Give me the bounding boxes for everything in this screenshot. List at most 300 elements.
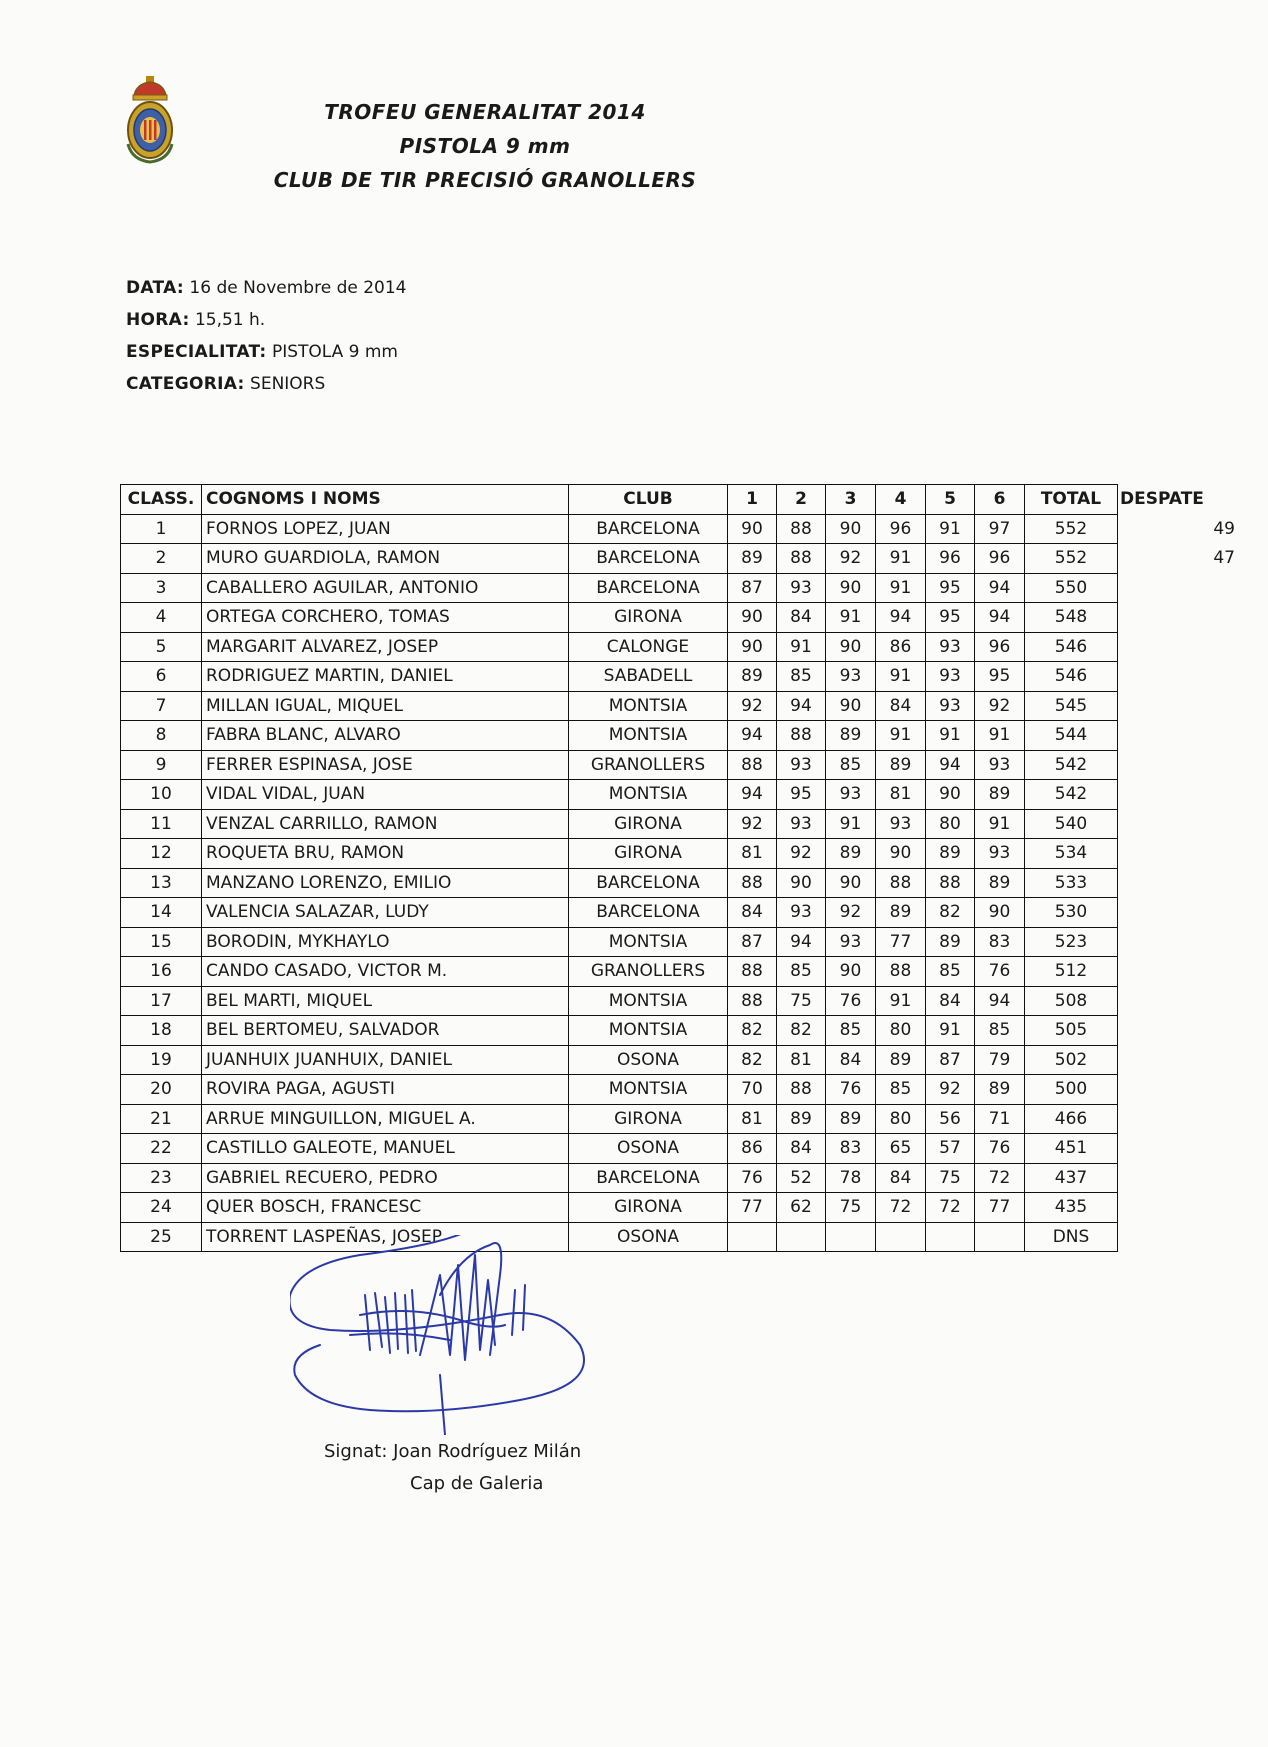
cell-series-2: 85 <box>777 957 826 987</box>
cell-position: 18 <box>121 1016 202 1046</box>
cell-name: BEL BERTOMEU, SALVADOR <box>202 1016 569 1046</box>
cell-name: TORRENT LASPEÑAS, JOSEP <box>202 1222 569 1252</box>
cell-series-6: 96 <box>975 632 1025 662</box>
cell-total: 533 <box>1025 868 1118 898</box>
cell-series-2: 91 <box>777 632 826 662</box>
header-row <box>121 485 1236 515</box>
header-series-5: 5 <box>926 485 975 515</box>
cell-series-4: 89 <box>876 1045 926 1075</box>
header-series-1: 1 <box>728 485 777 515</box>
cell-series-4 <box>876 1222 926 1252</box>
cell-total: 544 <box>1025 721 1118 751</box>
cell-series-2: 75 <box>777 986 826 1016</box>
cell-series-4: 91 <box>876 986 926 1016</box>
cell-series-3: 89 <box>826 839 876 869</box>
cell-series-1: 88 <box>728 957 777 987</box>
cell-despate <box>1118 603 1236 633</box>
cell-series-5: 87 <box>926 1045 975 1075</box>
cell-total: 500 <box>1025 1075 1118 1105</box>
table-row <box>121 632 1236 662</box>
cell-series-1: 92 <box>728 691 777 721</box>
header-club: CLUB <box>569 485 728 515</box>
cell-series-3: 90 <box>826 514 876 544</box>
meta-specialty-label: ESPECIALITAT: <box>126 342 267 362</box>
cell-total: 512 <box>1025 957 1118 987</box>
meta-time <box>126 304 406 336</box>
cell-series-4: 91 <box>876 573 926 603</box>
cell-series-2: 93 <box>777 750 826 780</box>
cell-series-6: 91 <box>975 809 1025 839</box>
cell-series-4: 80 <box>876 1104 926 1134</box>
cell-despate <box>1118 986 1236 1016</box>
cell-name: VALENCIA SALAZAR, LUDY <box>202 898 569 928</box>
cell-series-5: 92 <box>926 1075 975 1105</box>
cell-name: CABALLERO AGUILAR, ANTONIO <box>202 573 569 603</box>
cell-position: 13 <box>121 868 202 898</box>
cell-series-6: 89 <box>975 868 1025 898</box>
cell-series-3: 85 <box>826 750 876 780</box>
cell-club: BARCELONA <box>569 1163 728 1193</box>
cell-club: MONTSIA <box>569 1075 728 1105</box>
cell-series-2: 94 <box>777 691 826 721</box>
table-row <box>121 839 1236 869</box>
cell-series-6: 79 <box>975 1045 1025 1075</box>
cell-position: 23 <box>121 1163 202 1193</box>
cell-despate: 47 <box>1213 548 1235 569</box>
cell-club: MONTSIA <box>569 927 728 957</box>
cell-club: OSONA <box>569 1222 728 1252</box>
cell-series-6: 72 <box>975 1163 1025 1193</box>
cell-series-6: 93 <box>975 750 1025 780</box>
cell-series-5: 93 <box>926 632 975 662</box>
cell-position: 6 <box>121 662 202 692</box>
cell-series-3: 91 <box>826 603 876 633</box>
cell-series-3: 90 <box>826 632 876 662</box>
cell-position: 4 <box>121 603 202 633</box>
cell-series-5: 75 <box>926 1163 975 1193</box>
table-row <box>121 868 1236 898</box>
cell-series-5: 82 <box>926 898 975 928</box>
cell-series-6: 94 <box>975 986 1025 1016</box>
cell-series-1: 90 <box>728 632 777 662</box>
cell-despate <box>1118 1163 1236 1193</box>
cell-series-6: 85 <box>975 1016 1025 1046</box>
table-row <box>121 662 1236 692</box>
cell-despate <box>1118 809 1236 839</box>
cell-total: 523 <box>1025 927 1118 957</box>
cell-series-4: 91 <box>876 544 926 574</box>
cell-series-3: 83 <box>826 1134 876 1164</box>
cell-position: 19 <box>121 1045 202 1075</box>
cell-despate <box>1118 868 1236 898</box>
cell-club: GIRONA <box>569 1193 728 1223</box>
cell-series-5: 72 <box>926 1193 975 1223</box>
cell-position: 20 <box>121 1075 202 1105</box>
cell-despate <box>1118 721 1236 751</box>
cell-series-5: 88 <box>926 868 975 898</box>
cell-series-1: 88 <box>728 868 777 898</box>
table-row <box>121 809 1236 839</box>
header-total: TOTAL <box>1025 485 1118 515</box>
table-row <box>121 927 1236 957</box>
cell-series-4: 65 <box>876 1134 926 1164</box>
cell-series-6: 94 <box>975 603 1025 633</box>
cell-total: 546 <box>1025 662 1118 692</box>
cell-series-5: 96 <box>926 544 975 574</box>
cell-series-1: 86 <box>728 1134 777 1164</box>
cell-series-5 <box>926 1222 975 1252</box>
header-series-3: 3 <box>826 485 876 515</box>
cell-club: CALONGE <box>569 632 728 662</box>
event-details <box>126 272 406 400</box>
cell-series-2: 95 <box>777 780 826 810</box>
cell-series-1: 88 <box>728 750 777 780</box>
cell-series-3: 90 <box>826 868 876 898</box>
cell-series-2: 92 <box>777 839 826 869</box>
cell-position: 9 <box>121 750 202 780</box>
meta-specialty-value: PISTOLA 9 mm <box>271 342 398 362</box>
cell-series-2: 93 <box>777 573 826 603</box>
cell-series-3: 92 <box>826 544 876 574</box>
cell-series-5: 57 <box>926 1134 975 1164</box>
cell-series-6: 97 <box>975 514 1025 544</box>
cell-series-4: 89 <box>876 750 926 780</box>
cell-name: FERRER ESPINASA, JOSE <box>202 750 569 780</box>
cell-series-1 <box>728 1222 777 1252</box>
cell-name: FORNOS LOPEZ, JUAN <box>202 514 569 544</box>
cell-series-4: 84 <box>876 1163 926 1193</box>
signed-by: Signat: Joan Rodríguez Milán <box>324 1441 582 1462</box>
cell-total: 552 <box>1025 544 1118 574</box>
cell-series-5: 95 <box>926 603 975 633</box>
results-table <box>120 484 1236 1252</box>
meta-date-label: DATA: <box>126 278 184 298</box>
cell-name: BEL MARTI, MIQUEL <box>202 986 569 1016</box>
cell-club: GIRONA <box>569 809 728 839</box>
cell-despate <box>1118 662 1236 692</box>
table-row <box>121 1222 1236 1252</box>
meta-date <box>126 272 406 304</box>
cell-despate <box>1118 1016 1236 1046</box>
results-body <box>121 514 1236 1252</box>
cell-series-4: 94 <box>876 603 926 633</box>
cell-despate <box>1118 691 1236 721</box>
cell-series-3: 91 <box>826 809 876 839</box>
cell-name: ARRUE MINGUILLON, MIGUEL A. <box>202 1104 569 1134</box>
cell-club: MONTSIA <box>569 986 728 1016</box>
cell-series-2: 89 <box>777 1104 826 1134</box>
cell-name: ROVIRA PAGA, AGUSTI <box>202 1075 569 1105</box>
cell-club: MONTSIA <box>569 721 728 751</box>
cell-club: BARCELONA <box>569 868 728 898</box>
cell-series-5: 95 <box>926 573 975 603</box>
table-row <box>121 603 1236 633</box>
table-row <box>121 1075 1236 1105</box>
cell-total: 545 <box>1025 691 1118 721</box>
table-row <box>121 1045 1236 1075</box>
cell-series-4: 77 <box>876 927 926 957</box>
cell-despate <box>1118 780 1236 810</box>
signer-role: Cap de Galeria <box>410 1473 544 1494</box>
cell-club: BARCELONA <box>569 573 728 603</box>
document-title <box>240 95 730 197</box>
cell-series-1: 90 <box>728 514 777 544</box>
cell-despate <box>1118 750 1236 780</box>
cell-total: 540 <box>1025 809 1118 839</box>
cell-club: MONTSIA <box>569 1016 728 1046</box>
cell-series-4: 80 <box>876 1016 926 1046</box>
cell-series-1: 81 <box>728 839 777 869</box>
cell-club: GRANOLLERS <box>569 750 728 780</box>
cell-despate <box>1118 632 1236 662</box>
cell-series-1: 84 <box>728 898 777 928</box>
meta-category-label: CATEGORIA: <box>126 374 245 394</box>
cell-series-4: 90 <box>876 839 926 869</box>
cell-series-3: 89 <box>826 721 876 751</box>
cell-club: GIRONA <box>569 603 728 633</box>
cell-series-6: 91 <box>975 721 1025 751</box>
table-row <box>121 544 1236 574</box>
cell-series-4: 81 <box>876 780 926 810</box>
cell-series-3: 76 <box>826 986 876 1016</box>
cell-position: 2 <box>121 544 202 574</box>
cell-series-1: 90 <box>728 603 777 633</box>
cell-series-1: 82 <box>728 1045 777 1075</box>
cell-series-1: 89 <box>728 662 777 692</box>
cell-series-3: 84 <box>826 1045 876 1075</box>
cell-series-6: 92 <box>975 691 1025 721</box>
cell-series-1: 81 <box>728 1104 777 1134</box>
cell-series-2: 88 <box>777 544 826 574</box>
cell-series-6: 93 <box>975 839 1025 869</box>
cell-series-3: 76 <box>826 1075 876 1105</box>
cell-name: CANDO CASADO, VICTOR M. <box>202 957 569 987</box>
cell-position: 16 <box>121 957 202 987</box>
cell-club: MONTSIA <box>569 691 728 721</box>
cell-position: 7 <box>121 691 202 721</box>
cell-series-6: 94 <box>975 573 1025 603</box>
signature-block <box>300 1436 620 1500</box>
table-row <box>121 957 1236 987</box>
cell-name: VIDAL VIDAL, JUAN <box>202 780 569 810</box>
cell-name: CASTILLO GALEOTE, MANUEL <box>202 1134 569 1164</box>
cell-club: GRANOLLERS <box>569 957 728 987</box>
cell-series-1: 94 <box>728 721 777 751</box>
table-row <box>121 1016 1236 1046</box>
cell-name: BORODIN, MYKHAYLO <box>202 927 569 957</box>
cell-series-2: 94 <box>777 927 826 957</box>
table-row <box>121 750 1236 780</box>
table-row <box>121 721 1236 751</box>
cell-series-2: 82 <box>777 1016 826 1046</box>
cell-club: SABADELL <box>569 662 728 692</box>
cell-despate <box>1118 927 1236 957</box>
header-series-4: 4 <box>876 485 926 515</box>
cell-series-4: 93 <box>876 809 926 839</box>
cell-despate <box>1118 1222 1236 1252</box>
cell-name: GABRIEL RECUERO, PEDRO <box>202 1163 569 1193</box>
cell-name: ORTEGA CORCHERO, TOMAS <box>202 603 569 633</box>
handwritten-signature <box>290 1235 610 1435</box>
cell-series-3: 89 <box>826 1104 876 1134</box>
cell-series-1: 87 <box>728 927 777 957</box>
cell-name: VENZAL CARRILLO, RAMON <box>202 809 569 839</box>
cell-series-4: 89 <box>876 898 926 928</box>
cell-series-2: 90 <box>777 868 826 898</box>
meta-category <box>126 368 406 400</box>
cell-series-2: 84 <box>777 1134 826 1164</box>
cell-name: FABRA BLANC, ALVARO <box>202 721 569 751</box>
meta-time-label: HORA: <box>126 310 190 330</box>
cell-position: 12 <box>121 839 202 869</box>
cell-club: BARCELONA <box>569 898 728 928</box>
cell-series-1: 92 <box>728 809 777 839</box>
cell-position: 5 <box>121 632 202 662</box>
cell-series-2: 62 <box>777 1193 826 1223</box>
meta-category-value: SENIORS <box>250 374 326 394</box>
cell-name: ROQUETA BRU, RAMON <box>202 839 569 869</box>
cell-series-3: 90 <box>826 957 876 987</box>
cell-position: 14 <box>121 898 202 928</box>
cell-series-2: 88 <box>777 514 826 544</box>
cell-series-6: 83 <box>975 927 1025 957</box>
cell-position: 3 <box>121 573 202 603</box>
cell-series-1: 82 <box>728 1016 777 1046</box>
table-row <box>121 780 1236 810</box>
cell-series-3: 78 <box>826 1163 876 1193</box>
cell-total: 505 <box>1025 1016 1118 1046</box>
cell-series-1: 77 <box>728 1193 777 1223</box>
cell-series-3: 90 <box>826 573 876 603</box>
cell-despate <box>1118 573 1236 603</box>
cell-club: GIRONA <box>569 839 728 869</box>
cell-series-6: 95 <box>975 662 1025 692</box>
header-series-6: 6 <box>975 485 1025 515</box>
cell-series-6: 77 <box>975 1193 1025 1223</box>
cell-series-1: 70 <box>728 1075 777 1105</box>
cell-series-2: 93 <box>777 898 826 928</box>
cell-series-5: 89 <box>926 839 975 869</box>
cell-series-5: 56 <box>926 1104 975 1134</box>
cell-series-2 <box>777 1222 826 1252</box>
cell-total: 542 <box>1025 780 1118 810</box>
cell-total: 530 <box>1025 898 1118 928</box>
cell-series-1: 94 <box>728 780 777 810</box>
cell-name: MARGARIT ALVAREZ, JOSEP <box>202 632 569 662</box>
cell-series-1: 89 <box>728 544 777 574</box>
header-despate: DESPATE <box>1120 489 1204 510</box>
cell-series-4: 84 <box>876 691 926 721</box>
cell-position: 22 <box>121 1134 202 1164</box>
cell-name: MANZANO LORENZO, EMILIO <box>202 868 569 898</box>
cell-club: BARCELONA <box>569 514 728 544</box>
cell-despate <box>1118 1104 1236 1134</box>
cell-club: OSONA <box>569 1134 728 1164</box>
cell-series-3: 85 <box>826 1016 876 1046</box>
meta-time-value: 15,51 h. <box>194 310 266 330</box>
cell-name: MURO GUARDIOLA, RAMON <box>202 544 569 574</box>
cell-series-5: 91 <box>926 1016 975 1046</box>
cell-name: MILLAN IGUAL, MIQUEL <box>202 691 569 721</box>
header-name: COGNOMS I NOMS <box>202 485 569 515</box>
cell-series-6: 76 <box>975 957 1025 987</box>
cell-series-6: 89 <box>975 780 1025 810</box>
table-row <box>121 1163 1236 1193</box>
cell-series-5: 85 <box>926 957 975 987</box>
table-row <box>121 986 1236 1016</box>
cell-despate <box>1118 1193 1236 1223</box>
cell-position: 11 <box>121 809 202 839</box>
table-row <box>121 573 1236 603</box>
cell-club: BARCELONA <box>569 544 728 574</box>
table-row <box>121 691 1236 721</box>
cell-name: RODRIGUEZ MARTIN, DANIEL <box>202 662 569 692</box>
cell-series-5: 80 <box>926 809 975 839</box>
cell-series-5: 84 <box>926 986 975 1016</box>
cell-series-1: 88 <box>728 986 777 1016</box>
cell-series-5: 94 <box>926 750 975 780</box>
header-class: CLASS. <box>121 485 202 515</box>
cell-total: 435 <box>1025 1193 1118 1223</box>
cell-series-6: 76 <box>975 1134 1025 1164</box>
cell-total: 502 <box>1025 1045 1118 1075</box>
cell-series-4: 88 <box>876 868 926 898</box>
cell-series-3: 90 <box>826 691 876 721</box>
cell-series-5: 90 <box>926 780 975 810</box>
cell-series-3: 75 <box>826 1193 876 1223</box>
cell-series-5: 91 <box>926 514 975 544</box>
cell-total: 552 <box>1025 514 1118 544</box>
cell-despate <box>1118 1134 1236 1164</box>
cell-position: 17 <box>121 986 202 1016</box>
cell-despate: 49 <box>1213 518 1235 539</box>
cell-series-5: 91 <box>926 721 975 751</box>
cell-total: 546 <box>1025 632 1118 662</box>
cell-series-4: 91 <box>876 721 926 751</box>
club-crest-icon <box>120 74 180 166</box>
cell-series-5: 93 <box>926 662 975 692</box>
cell-position: 21 <box>121 1104 202 1134</box>
cell-series-6: 89 <box>975 1075 1025 1105</box>
meta-date-value: 16 de Novembre de 2014 <box>189 278 407 298</box>
cell-club: GIRONA <box>569 1104 728 1134</box>
table-row <box>121 1104 1236 1134</box>
cell-series-3: 93 <box>826 662 876 692</box>
cell-series-6: 71 <box>975 1104 1025 1134</box>
cell-position: 24 <box>121 1193 202 1223</box>
cell-series-2: 85 <box>777 662 826 692</box>
cell-series-2: 52 <box>777 1163 826 1193</box>
cell-series-3: 93 <box>826 927 876 957</box>
cell-position: 25 <box>121 1222 202 1252</box>
cell-total: 542 <box>1025 750 1118 780</box>
table-row <box>121 1193 1236 1223</box>
cell-series-1: 87 <box>728 573 777 603</box>
cell-series-3 <box>826 1222 876 1252</box>
cell-series-4: 85 <box>876 1075 926 1105</box>
cell-club: OSONA <box>569 1045 728 1075</box>
title-line-1: TROFEU GENERALITAT 2014 <box>324 100 646 124</box>
meta-specialty <box>126 336 406 368</box>
cell-total: 550 <box>1025 573 1118 603</box>
cell-series-2: 88 <box>777 721 826 751</box>
cell-total: 508 <box>1025 986 1118 1016</box>
title-line-3: CLUB DE TIR PRECISIÓ GRANOLLERS <box>273 168 697 192</box>
cell-series-2: 81 <box>777 1045 826 1075</box>
cell-despate <box>1118 839 1236 869</box>
cell-series-6 <box>975 1222 1025 1252</box>
cell-series-3: 92 <box>826 898 876 928</box>
